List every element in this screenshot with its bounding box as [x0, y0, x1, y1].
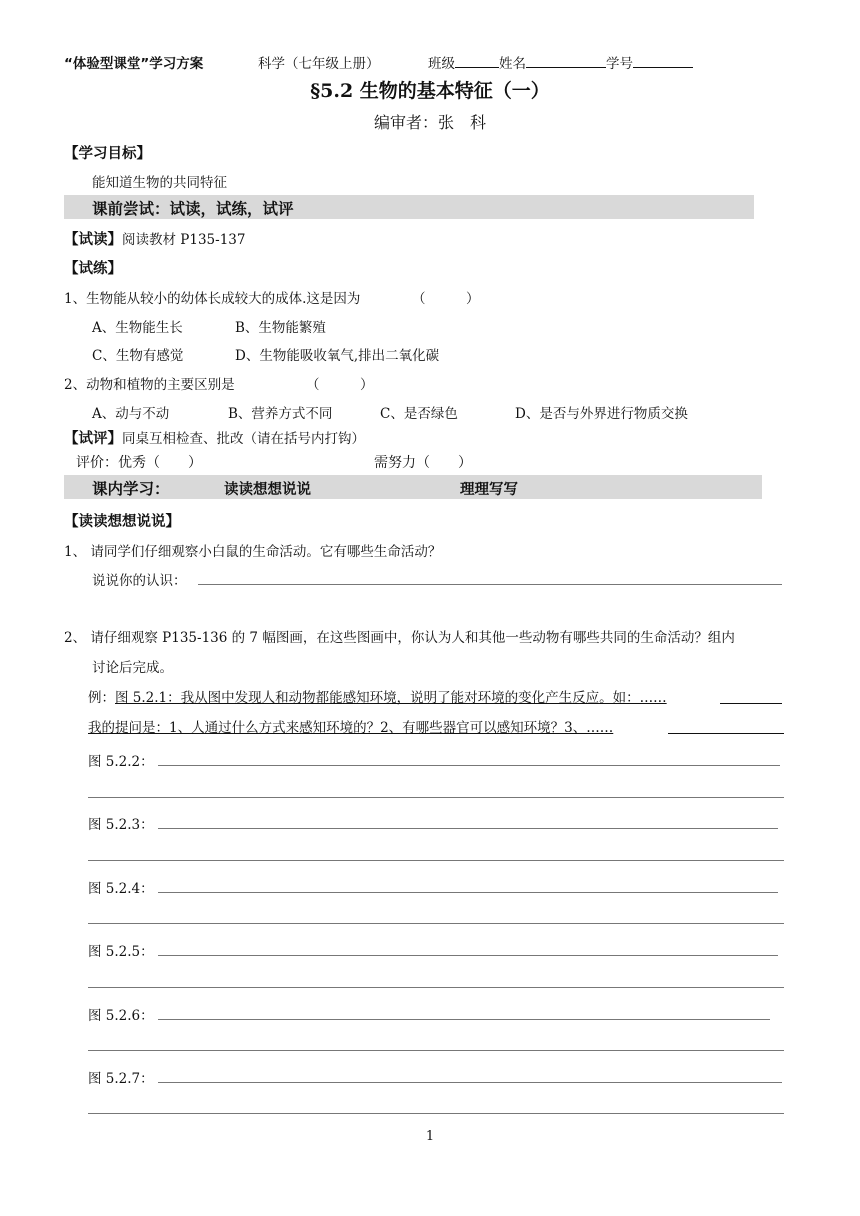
- class-label: 班级: [428, 56, 455, 72]
- try-read-line: [64, 228, 245, 249]
- example-line-2-tail: [668, 733, 784, 734]
- q2-option-c[interactable]: C、是否绿色: [380, 406, 458, 422]
- figure-526-line-1[interactable]: [158, 1019, 770, 1020]
- figure-label-522: 图 5.2.2：: [88, 754, 154, 770]
- figure-526-line-2[interactable]: [88, 1050, 784, 1051]
- figure-label-526: 图 5.2.6：: [88, 1008, 154, 1024]
- page-title: §5.2 生物的基本特征（一）: [310, 80, 550, 102]
- page-number: 1: [425, 1129, 435, 1144]
- example-line-2: 我的提问是：1、人通过什么方式来感知环境的？2、有哪些器官可以感知环境？3、……: [88, 720, 614, 736]
- pre-class-band-label: 课前尝试：试读，试练，试评: [92, 200, 294, 218]
- number-label: 学号: [606, 56, 633, 72]
- class-field[interactable]: [428, 52, 693, 72]
- figure-523-line-2[interactable]: [88, 860, 784, 861]
- figure-522-line-1[interactable]: [158, 765, 780, 766]
- try-review-text: 同桌互相检查、批改（请在括号内打钩）: [122, 431, 365, 447]
- example-line-1: [88, 686, 667, 706]
- figure-522-line-2[interactable]: [88, 797, 784, 798]
- figure-527-line-2[interactable]: [88, 1113, 784, 1114]
- q1-option-c[interactable]: C、生物有感觉: [92, 348, 184, 364]
- eval-excellent[interactable]: 评价：优秀（ ）: [76, 455, 202, 471]
- q2-option-d[interactable]: D、是否与外界进行物质交换: [515, 406, 688, 422]
- figure-525-line-2[interactable]: [88, 987, 784, 988]
- try-practice-heading: 【试练】: [64, 261, 122, 277]
- q1-option-a[interactable]: A、生物能生长: [92, 320, 183, 336]
- objectives-heading: 【学习目标】: [64, 146, 151, 162]
- rt-question-2-line2: 讨论后完成。: [92, 660, 173, 676]
- rt-q1-prompt: 说说你的认识：: [92, 573, 187, 589]
- name-label: 姓名: [499, 56, 526, 72]
- try-review-line: [64, 427, 365, 448]
- q1-option-b[interactable]: B、生物能繁殖: [235, 320, 326, 336]
- figure-524-line-2[interactable]: [88, 923, 784, 924]
- q1-answer-paren[interactable]: （ ）: [412, 291, 480, 307]
- figure-label-527: 图 5.2.7：: [88, 1071, 154, 1087]
- try-read-text: 阅读教材 P135-137: [122, 232, 246, 248]
- subject-label: 科学（七年级上册）: [258, 56, 380, 72]
- read-think-heading: 【读读想想说说】: [64, 514, 180, 530]
- figure-527-line-1[interactable]: [158, 1082, 782, 1083]
- figure-label-524: 图 5.2.4：: [88, 881, 154, 897]
- example-prefix: 例：: [88, 690, 115, 706]
- editor-line: 编审者：张 科: [373, 113, 486, 132]
- q2-answer-paren[interactable]: （ ）: [306, 377, 374, 393]
- try-read-label: 【试读】: [64, 232, 122, 248]
- q2-option-a[interactable]: A、动与不动: [92, 406, 170, 422]
- q2-stem: 2、动物和植物的主要区别是: [64, 377, 235, 393]
- in-class-band-right: 理理写写: [460, 482, 518, 498]
- rt-question-2-line1: 2、 请仔细观察 P135-136 的 7 幅图画，在这些图画中，你认为人和其他一些动物有哪些共同的生命活动？组内: [64, 630, 735, 646]
- in-class-band-middle: 读读想想说说: [224, 482, 311, 498]
- figure-523-line-1[interactable]: [158, 828, 778, 829]
- eval-needs-effort[interactable]: 需努力（ ）: [374, 455, 472, 471]
- name-blank[interactable]: [526, 53, 606, 68]
- q1-option-d[interactable]: D、生物能吸收氧气,排出二氧化碳: [235, 348, 440, 364]
- example-text: 图 5.2.1：我从图中发现人和动物都能感知环境，说明了能对环境的变化产生反应。如：……: [115, 690, 667, 706]
- figure-label-525: 图 5.2.5：: [88, 944, 154, 960]
- pre-class-band: [64, 195, 754, 219]
- number-blank[interactable]: [633, 53, 693, 68]
- rt-question-1: 1、 请同学们仔细观察小白鼠的生命活动。它有哪些生命活动？: [64, 544, 442, 560]
- try-review-label: 【试评】: [64, 431, 122, 447]
- figure-524-line-1[interactable]: [158, 892, 778, 893]
- in-class-band-left: 课内学习：: [92, 480, 170, 498]
- in-class-band: [64, 475, 762, 499]
- figure-525-line-1[interactable]: [158, 955, 778, 956]
- program-title: “体验型课堂”学习方案: [64, 56, 204, 72]
- rt-q1-answer-line[interactable]: [198, 584, 782, 585]
- class-blank[interactable]: [455, 53, 499, 68]
- q1-stem: 1、生物能从较小的幼体长成较大的成体.这是因为: [64, 291, 361, 307]
- figure-label-523: 图 5.2.3：: [88, 817, 154, 833]
- q2-option-b[interactable]: B、营养方式不同: [228, 406, 333, 422]
- objectives-text: 能知道生物的共同特征: [92, 175, 227, 191]
- example-line-1-tail: [720, 703, 782, 704]
